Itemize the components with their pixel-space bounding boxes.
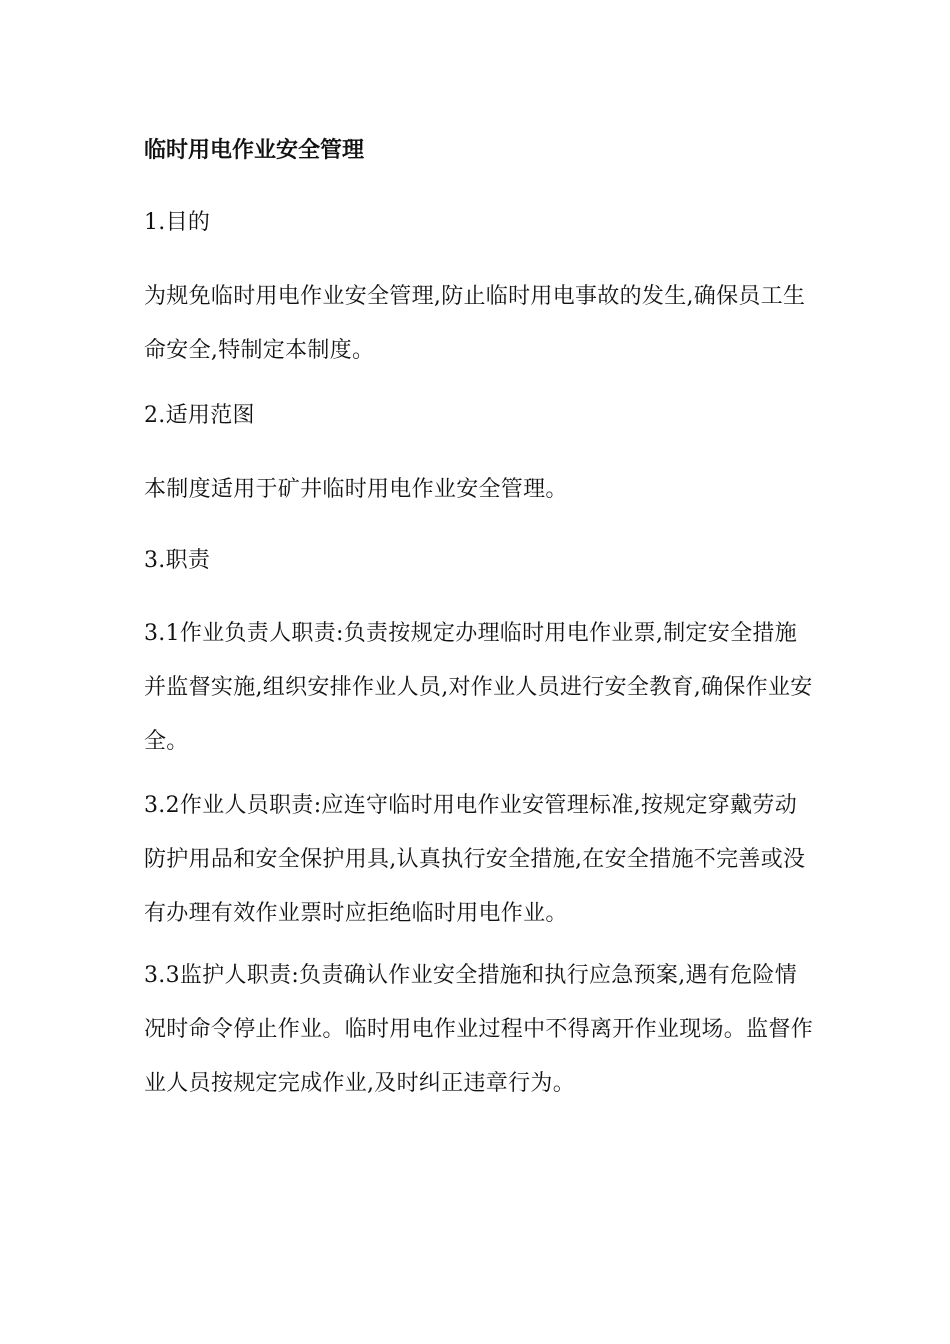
section-heading-purpose: 1.目的: [144, 210, 211, 235]
section-heading-responsibilities: 3.职责: [144, 548, 211, 573]
paragraph-responsibility-workers: 3.2作业人员职责:应连守临时用电作业安管理标准,按规定穿戴劳动防护用品和安全保护用具,认真执行安全措施,在安全措施不完善或没有办理有效作业票时应拒绝临时用电作业。: [144, 793, 806, 926]
paragraph-purpose: 为规免临时用电作业安全管理,防止临时用电事故的发生,确保员工生命安全,特制定本制度。: [144, 284, 806, 363]
paragraph-responsibility-work-leader: 3.1作业负责人职责:负责按规定办理临时用电作业票,制定安全措施并监督实施,组织安排作业人员,对作业人员进行安全教育,确保作业安全。: [144, 621, 813, 754]
section-heading-scope: 2.适用范图: [144, 403, 255, 428]
document-title: 临时用电作业安全管理: [144, 138, 365, 163]
paragraph-scope: 本制度适用于矿井临时用电作业安全管理。: [144, 477, 568, 502]
paragraph-responsibility-supervisor: 3.3监护人职责:负责确认作业安全措施和执行应急预案,遇有危险情况时命令停止作业。临时用电作业过程中不得离开作业现场。监督作业人员按规定完成作业,及时纠正违章行为。: [144, 963, 814, 1096]
